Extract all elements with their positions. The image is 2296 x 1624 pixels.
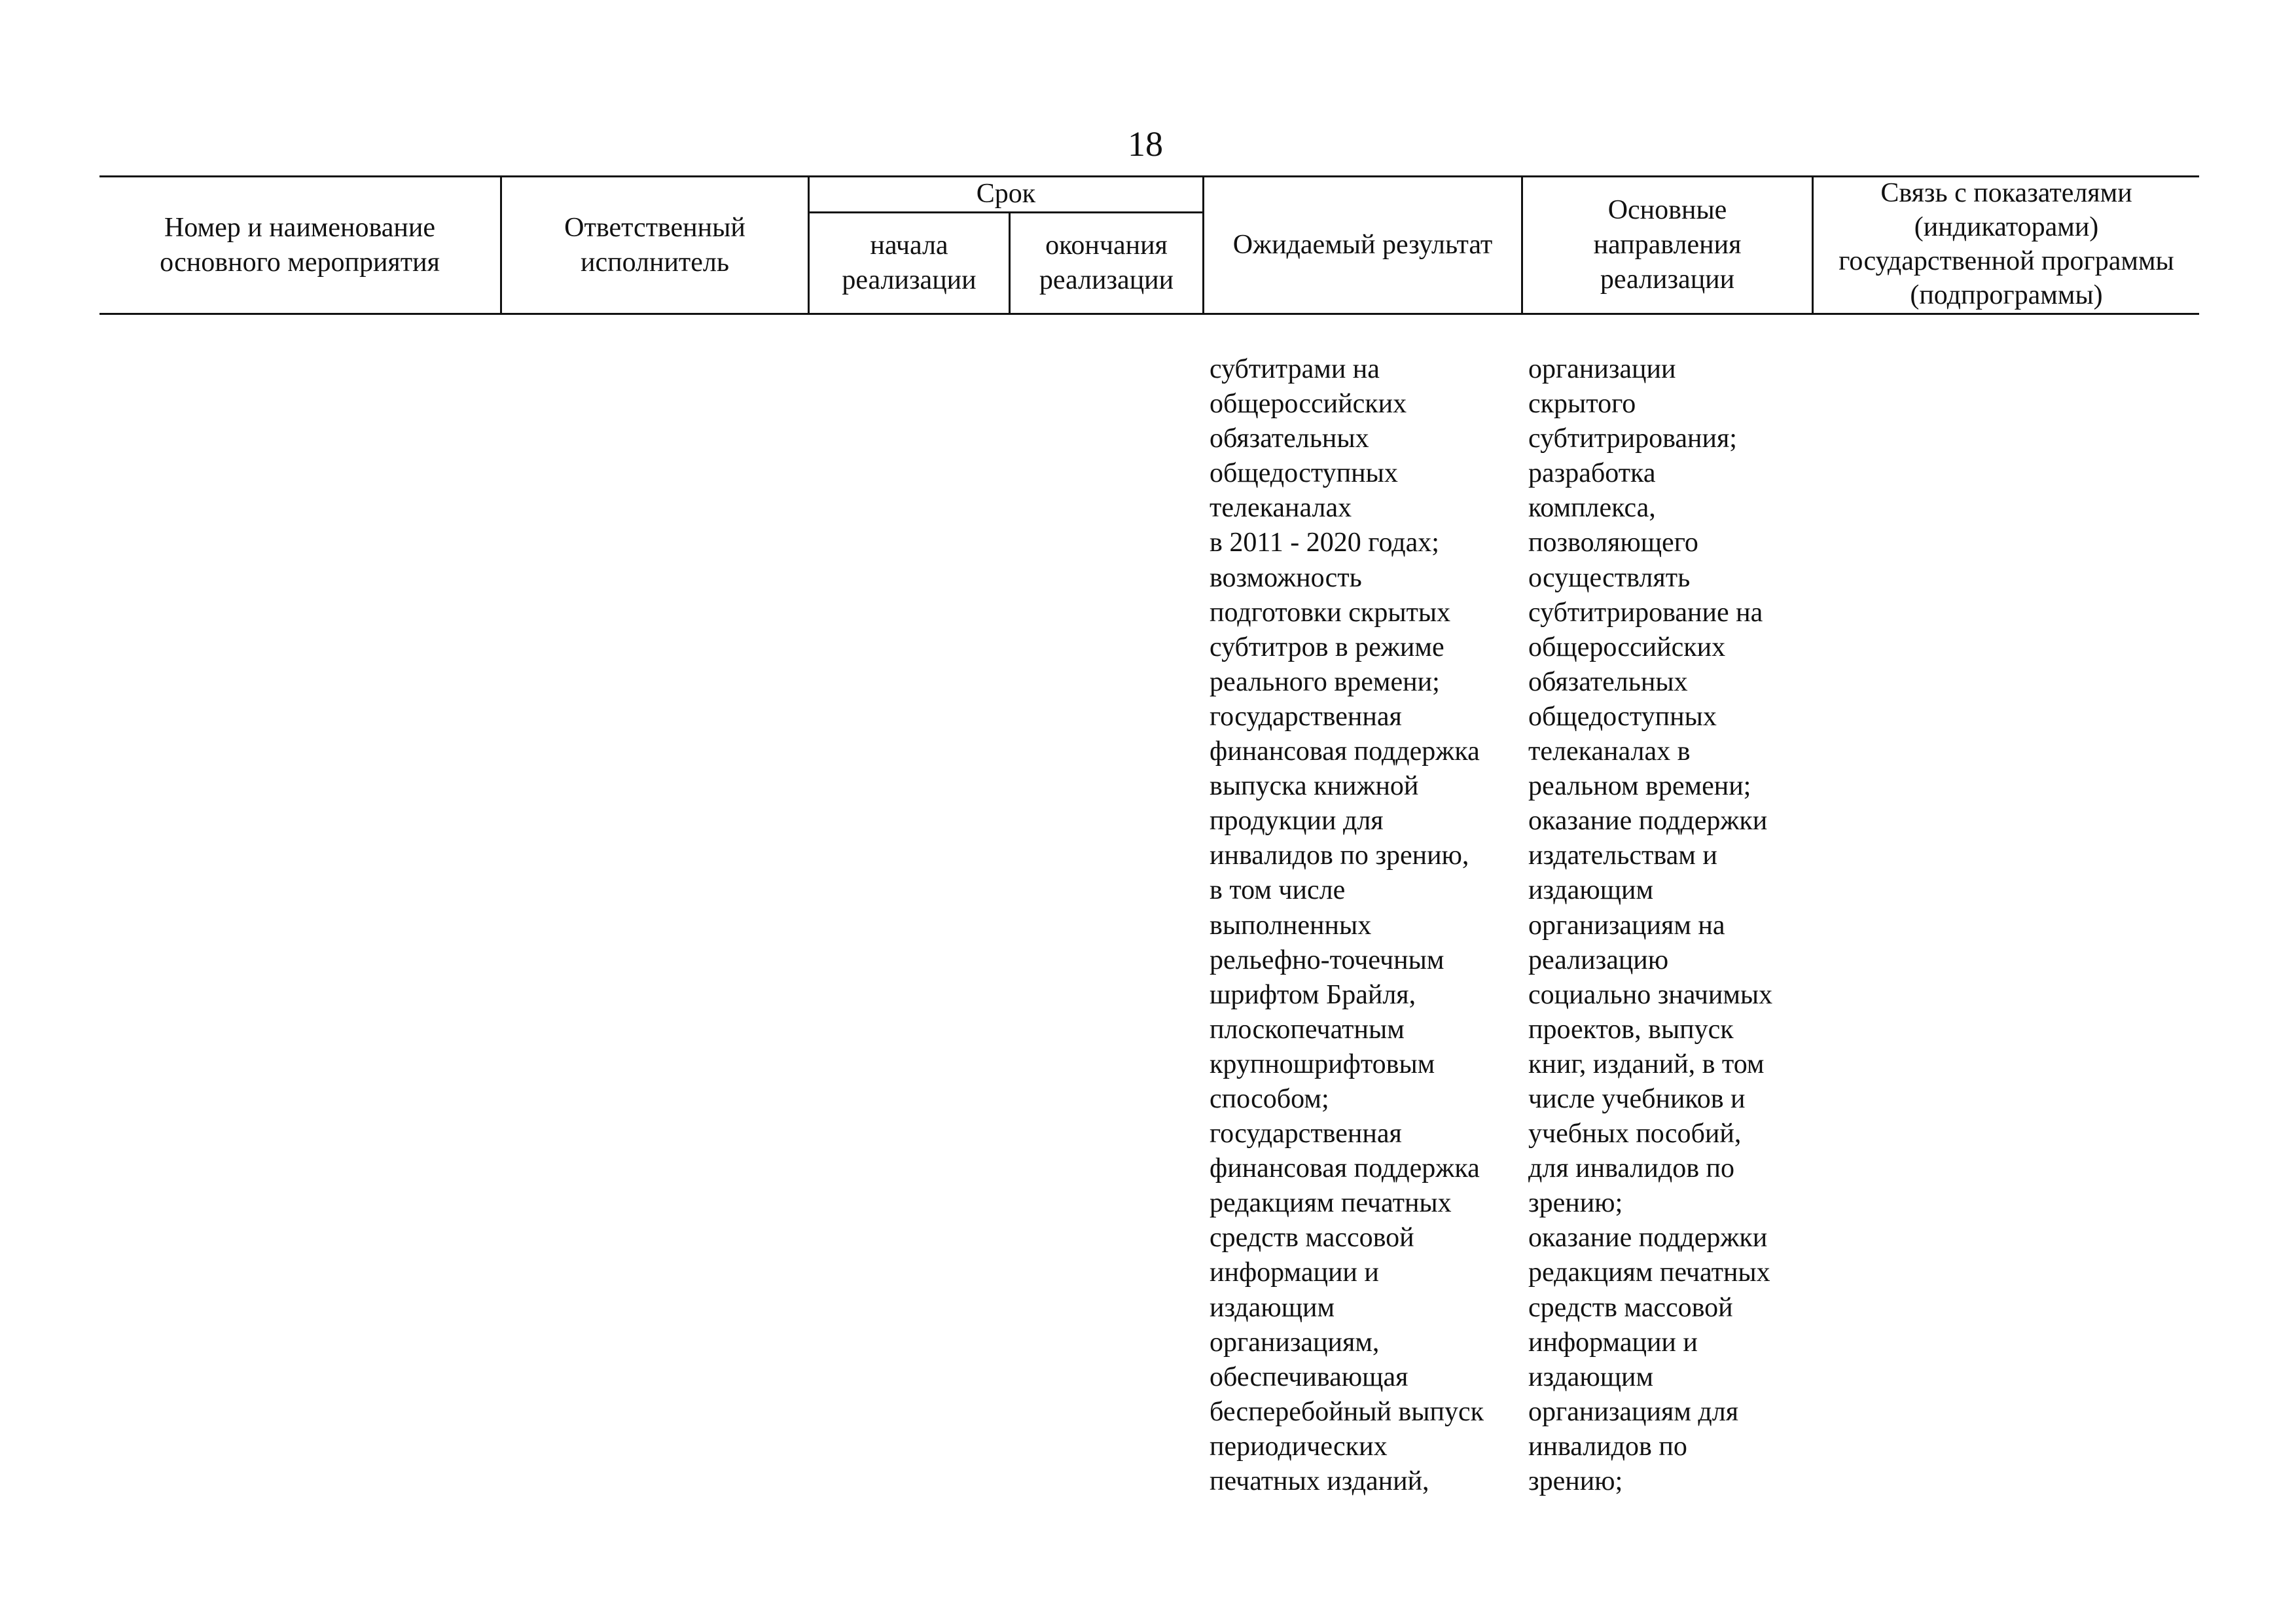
header-main-directions: Основные направления реализации (1593, 195, 1742, 295)
page-number: 18 (1128, 124, 1163, 164)
header-expected-result: Ожидаемый результат (1232, 230, 1493, 260)
header-responsible-executor: Ответственный исполнитель (564, 212, 745, 278)
header-measure-name: Номер и наименование основного мероприятия (160, 212, 440, 278)
header-term-start: начала реализации (842, 230, 977, 295)
main-directions-text: организации скрытого субтитрирования; разработка комплекса, позволяющего осуществлять субтитрирование на общероссийских обязательных общедоступных телеканалах в реальном времени; оказание поддержки издательствам и издающим организациям на реализацию социально значимых проектов, выпуск книг, изданий, в том числе учебников и учебных пособий, для инвалидов по зрению; оказание поддержки редакциям печатных средств массовой информации и издающим организациям для инвалидов по зрению; (1528, 354, 1773, 1496)
table-header-bottom-rule (99, 313, 2199, 315)
header-term: Срок (976, 178, 1036, 209)
header-indicators-link: Связь с показателями (индикаторами) государственной программы (подпрограммы) (1839, 178, 2174, 310)
expected-result-text: субтитрами на общероссийских обязательных общедоступных телеканалах в 2011 - 2020 годах; возможность подготовки скрытых субтитров в режиме реального времени; государственная финансовая поддержка выпуска книжной продукции для инвалидов по зрению, в том числе выполненных рельефно-точечным шрифтом Брайля, плоскопечатным крупношрифтовым способом; государственная финансовая поддержка редакциям печатных средств массовой информации и издающим организациям, обеспечивающая бесперебойный выпуск периодических печатных изданий, (1210, 354, 1484, 1496)
header-term-end: окончания реализации (1039, 230, 1174, 295)
